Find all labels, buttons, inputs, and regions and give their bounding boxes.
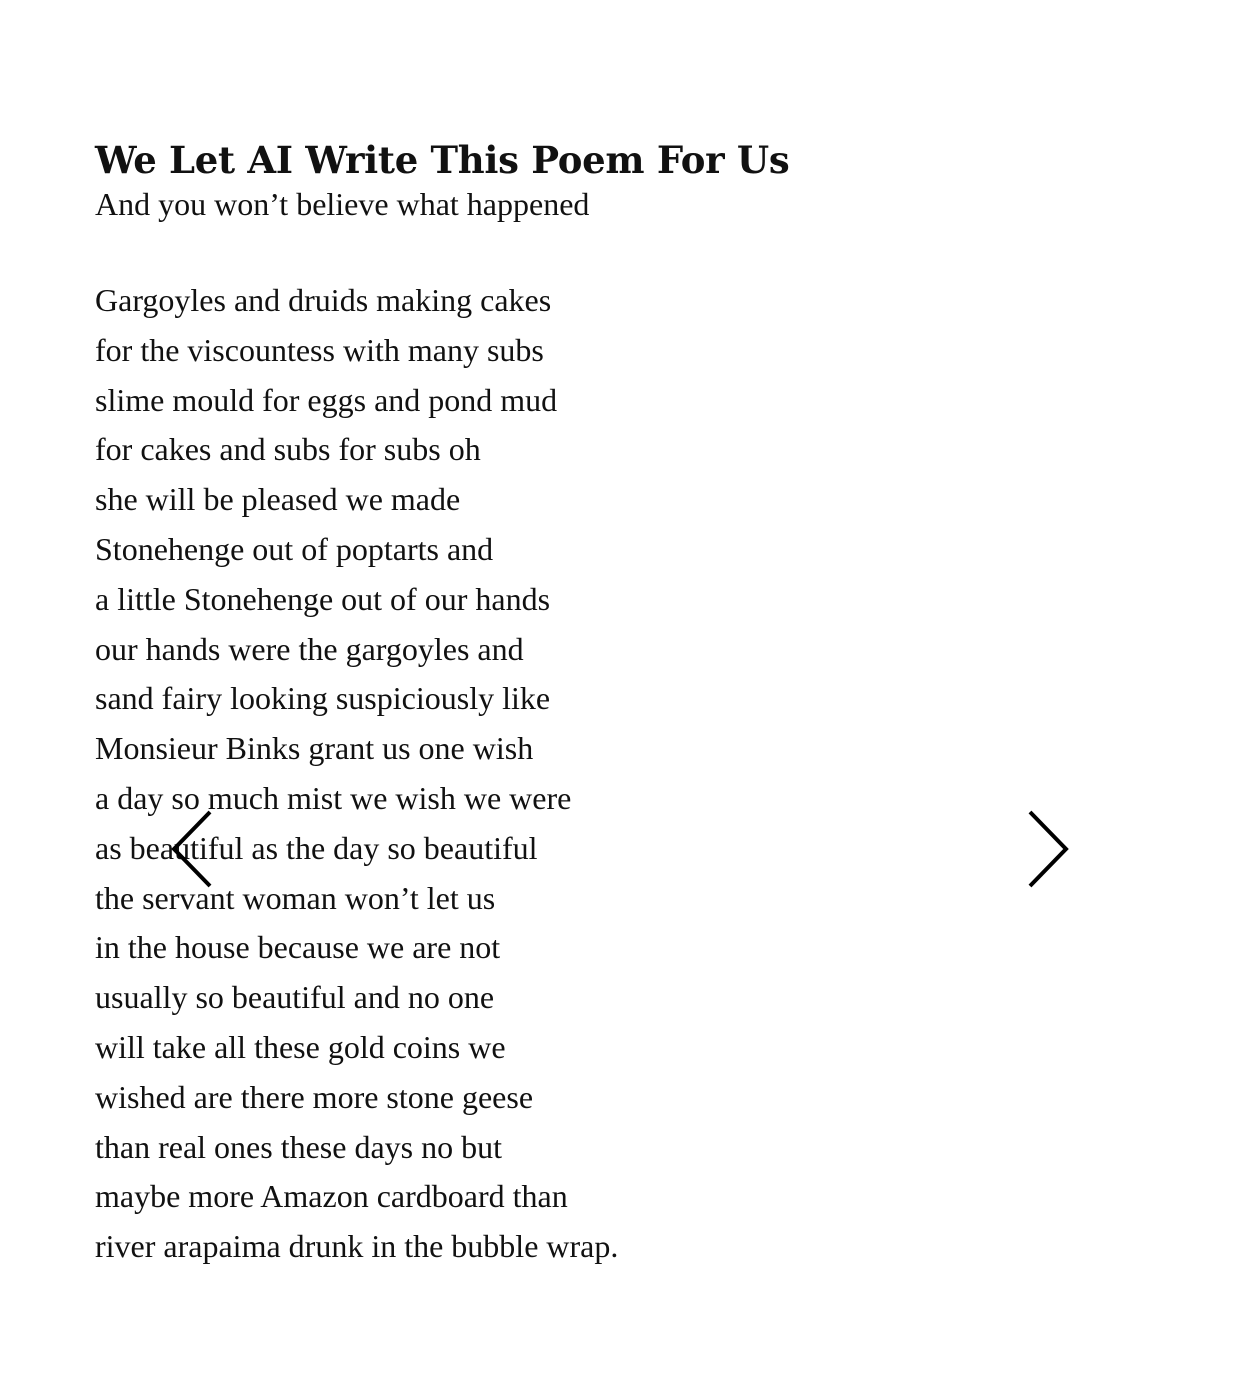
poem-line: our hands were the gargoyles and [95, 630, 524, 667]
poem-line: in the house because we are not [95, 929, 501, 966]
chevron-right-icon [1024, 806, 1072, 892]
poem-line: maybe more Amazon cardboard than [95, 1178, 568, 1215]
poem-line: Stonehenge out of poptarts and [95, 530, 494, 567]
poem-line: for cakes and subs for subs oh [95, 431, 481, 468]
poem-line: a day so much mist we wish we were [95, 779, 572, 816]
page-subtitle: And you won’t believe what happened [95, 186, 590, 222]
poem-line: slime mould for eggs and pond mud [95, 381, 558, 418]
previous-page-button[interactable] [168, 806, 216, 892]
poem-line: river arapaima drunk in the bubble wrap. [95, 1228, 619, 1265]
poem-line: sand fairy looking suspiciously like [95, 680, 551, 717]
next-page-button[interactable] [1024, 806, 1072, 892]
poem-line: wished are there more stone geese [95, 1078, 534, 1115]
poem-line: she will be pleased we made [95, 481, 461, 518]
poem-line: Monsieur Binks grant us one wish [95, 730, 534, 767]
poem-line: Gargoyles and druids making cakes [95, 282, 552, 318]
poem-line: usually so beautiful and no one [95, 979, 495, 1016]
poem-line: as beautiful as the day so beautiful [95, 829, 538, 866]
page-title: We Let AI Write This Poem For Us [95, 138, 790, 182]
poem-line: a little Stonehenge out of our hands [95, 580, 551, 617]
poem-body [95, 276, 895, 1272]
poem-line: for the viscountess with many subs [95, 331, 544, 368]
article-header [95, 136, 995, 224]
poem-line: the servant woman won’t let us [95, 879, 496, 916]
poem-line: than real ones these days no but [95, 1128, 502, 1165]
chevron-left-icon [168, 806, 216, 892]
poem-line: will take all these gold coins we [95, 1028, 506, 1065]
